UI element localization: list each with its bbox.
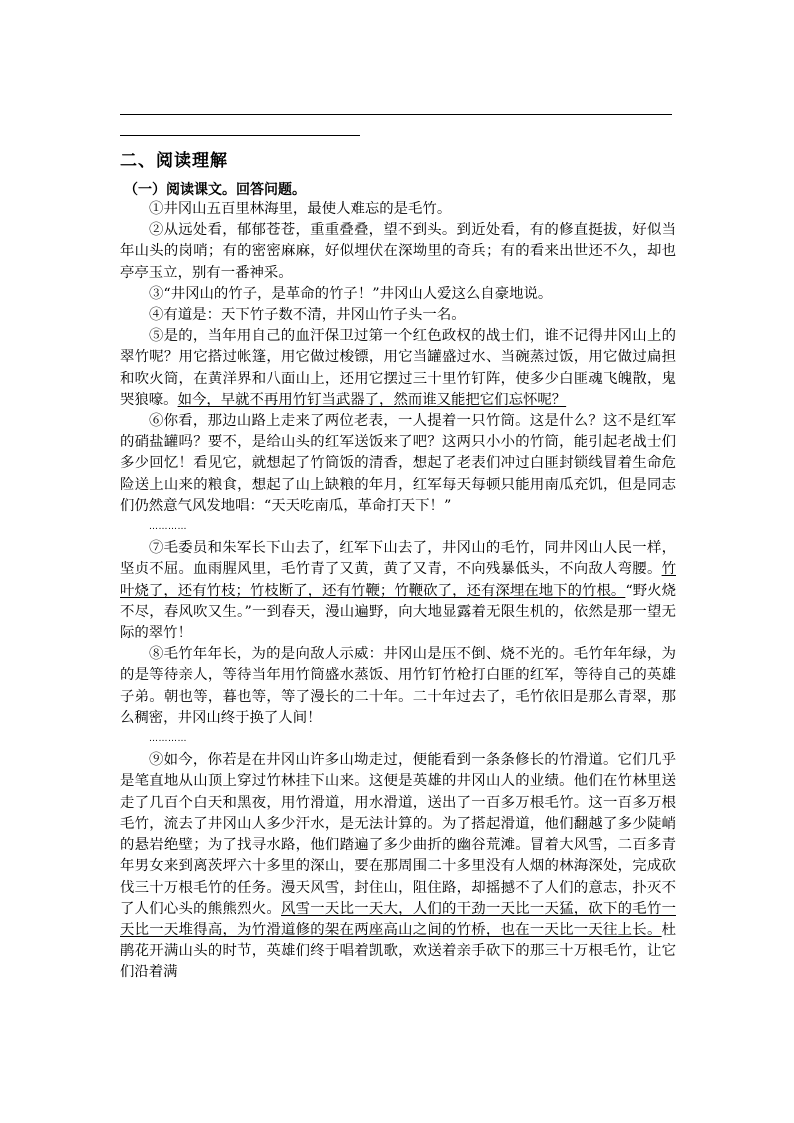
paragraph-9-text-a: ⑨如今，你若是在井冈山许多山坳走过，便能看到一条条修长的竹滑道。它们几乎是笔直地从山顶上穿过竹林挂下山来。这便是英雄的井冈山人的业绩。他们在竹林里送走了几百个白天和黑夜，用竹滑道，用水滑道，送出了一百多万根毛竹。这一百多万根毛竹，流去了井冈山人多少汗水，是无法计算的。为了搭起滑道，他们翻越了多少陡峭的悬岩绝壁；为了找寻水路，他们踏遍了多少曲折的幽谷荒滩。冒着大风雪，二百多青年男女来到离茨坪六十多里的深山，要在那周围二十多里没有人烟的林海深处，完成砍伐三十万根毛竹的任务。漫天风雪，封住山，阻住路，却摇撼不了人们的意志，扑灭不了人们心头的熊熊烈火。: [120, 752, 676, 917]
answer-line-1: [120, 114, 672, 115]
paragraph-1: ①井冈山五百里林海里，最使人难忘的是毛竹。: [149, 201, 452, 217]
paragraph-9-text-b: 杜鹃花开满山头的时节，英雄们终于唱着凯歌，欢送着亲手砍下的那三十万根毛竹，让它们沿着满: [120, 921, 676, 981]
paragraph-5-underlined: 如今，早就不再用竹钉当武器了，然而谁又能把它们忘怀呢？: [177, 391, 567, 408]
section-title: 二、阅读理解: [120, 151, 228, 171]
ellipsis-1: …………: [149, 522, 187, 533]
paragraph-2: ②从远处看，郁郁苍苍，重重叠叠，望不到头。到近处看，有的修直挺拔，好似当年山头的岗哨；有的密密麻麻，好似埋伏在深坳里的奇兵；有的看来出世还不久，却也亭亭玉立，别有一番神采。: [120, 222, 676, 281]
paragraph-7-text-a: ⑦毛委员和朱军长下山去了，红军下山去了，井冈山的毛竹，同井冈山人民一样，坚贞不屈。血雨腥风里，毛竹青了又黄，黄了又青，不向残暴低头，不向敌人弯腰。: [120, 540, 676, 578]
paragraph-9: [120, 750, 676, 983]
paragraph-9-underlined: 风雪一天比一天大，人们的干劲一天比一天猛，砍下的毛竹一天比一天堆得高，为竹滑道修的架在两座高山之间的竹桥，也在一天比一天往上长。: [120, 900, 676, 938]
question-title: （一）阅读课文。回答问题。: [124, 182, 306, 198]
paragraph-8: ⑧毛竹年年长，为的是向敌人示威：井冈山是压不倒、烧不光的。毛竹年年绿，为的是等待亲人，等待当年用竹筒盛水蒸饭、用竹钉竹枪打白匪的红军，等待自己的英雄子弟。朝也等，暮也等，等了漫长的二十年。二十年过去了，毛竹依旧是那么青翠，那么稠密，井冈山终于换了人间！: [120, 646, 676, 726]
paragraph-5: [120, 326, 676, 411]
ellipsis-2: …………: [149, 734, 187, 745]
reading-passage: [120, 199, 676, 984]
paragraph-3: ③“井冈山的竹子，是革命的竹子！”井冈山人爱这么自豪地说。: [149, 285, 553, 302]
paragraph-4: ④有道是：天下竹子数不清，井冈山竹子头一名。: [149, 307, 466, 324]
paragraph-6: ⑥你看，那边山路上走来了两位老表，一人提着一只竹筒。这是什么？这不是红军的硝盐罐吗？要不，是给山头的红军送饭来了吧？这两只小小的竹筒，能引起老战士们多少回忆！看见它，就想起了竹筒饭的清香，想起了老表们冲过白匪封锁线冒着生命危险送上山来的粮食，想起了山上缺粮的年月，红军每天每顿只能用南瓜充饥，但是同志们仍然意气风发地唱：“天天吃南瓜，革命打天下！”: [120, 413, 676, 514]
paragraph-7-text-b: “野火烧不尽，春风吹又生。”一到春天，漫山遍野，向大地显露着无限生机的，依然是那一望无际的翠竹！: [120, 582, 676, 642]
paragraph-7-underlined: 竹叶烧了，还有竹枝；竹枝断了，还有竹鞭；竹鞭砍了，还有深埋在地下的竹根。: [120, 561, 676, 599]
paragraph-5-text: ⑤是的，当年用自己的血汗保卫过第一个红色政权的战士们，谁不记得井冈山上的翠竹呢？用它搭过帐篷，用它做过梭镖，用它当罐盛过水、当碗蒸过饭，用它做过扁担和吹火筒，在黄洋界和八面山上，还用它摆过三十里竹钉阵，使多少白匪魂飞魄散，鬼哭狼嚎。: [120, 328, 676, 408]
answer-line-2: [120, 135, 360, 136]
paragraph-7: [120, 538, 676, 644]
